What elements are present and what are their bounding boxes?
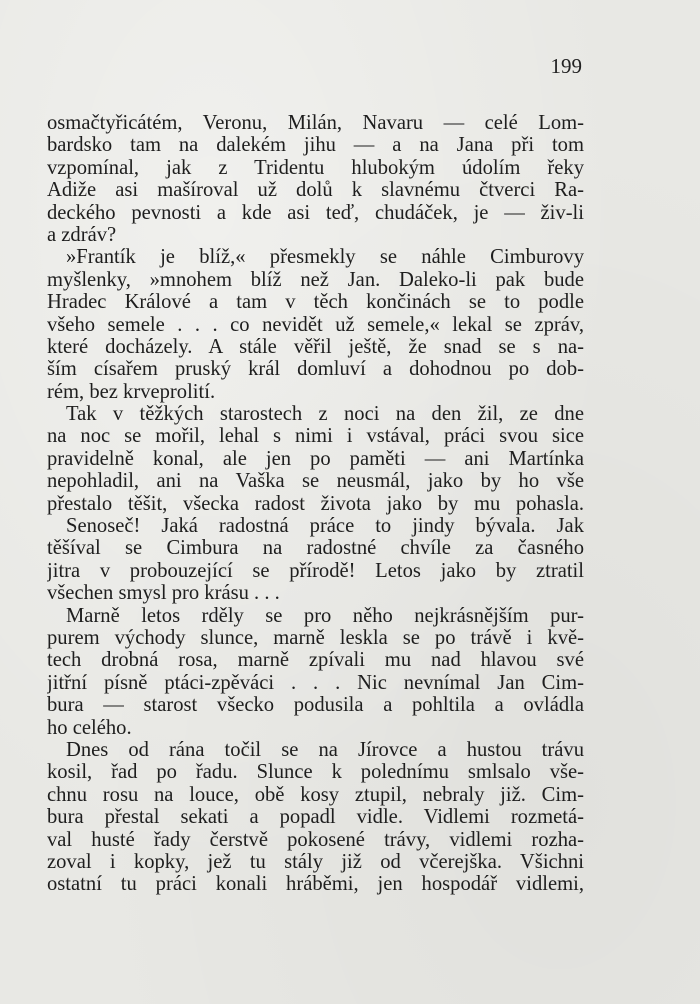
text-line: jitřní písně ptáci-zpěváci . . . Nic nevnímal Jan Cim-	[47, 671, 584, 694]
text-line: ostatní tu práci konali hráběmi, jen hospodář vidlemi,	[47, 873, 584, 896]
text-line: purem východy slunce, marně leskla se po trávě i kvě-	[47, 626, 584, 649]
text-line: vzpomínal, jak z Tridentu hlubokým údolím řeky	[47, 156, 584, 179]
text-line: pravidelně konal, ale jen po paměti — ani Martínka	[47, 447, 584, 470]
text-line: a zdráv?	[47, 223, 117, 246]
text-line: nepohladil, ani na Vaška se neusmál, jako by ho vše	[47, 470, 584, 493]
text-line: těšíval se Cimbura na radostné chvíle za časného	[47, 537, 584, 560]
text-line: všechen smysl pro krásu . . .	[47, 582, 280, 605]
text-line: bardsko tam na dalekém jihu — a na Jana při tom	[47, 134, 584, 157]
text-line: bura — starost všecko podusila a pohltila a ovládla	[47, 694, 584, 717]
text-line: val husté řady čerstvě pokosené trávy, vidlemi rozha-	[47, 828, 584, 851]
text-line: osmačtyřicátém, Veronu, Milán, Navaru — celé Lom-	[47, 112, 584, 134]
text-line: bura přestal sekati a popadl vidle. Vidlemi rozmetá-	[47, 806, 584, 829]
text-line: které docházely. A stále věřil ještě, že snad se s na-	[47, 335, 584, 358]
text-line: Hradec Králové a tam v těch končinách se to podle	[47, 291, 584, 314]
text-line: »Frantík je blíž,« přesmekly se náhle Cimburovy	[66, 246, 584, 269]
text-line: myšlenky, »mnohem blíž než Jan. Daleko-li pak bude	[47, 268, 584, 291]
page-number: 199	[550, 54, 582, 78]
text-line: jitra v probouzející se přírodě! Letos jako by ztratil	[47, 559, 584, 582]
text-line: kosil, řad po řadu. Slunce k polednímu smlsalo vše-	[47, 761, 584, 784]
text-line: deckého pevnosti a kde asi teď, chudáček, je — živ-li	[47, 201, 584, 224]
text-line: rém, bez krveprolití.	[47, 380, 216, 403]
text-line: chnu rosu na louce, obě kosy ztupil, nebraly již. Cim-	[47, 783, 584, 806]
text-line: Senoseč! Jaká radostná práce to jindy bývala. Jak	[66, 515, 584, 538]
text-line: přestalo těšit, všecka radost života jako by mu pohasla.	[47, 492, 584, 515]
text-line: Adiže asi mašíroval už dolů k slavnému čtverci Ra-	[47, 179, 584, 202]
text-line: Dnes od rána točil se na Jírovce a hustou trávu	[66, 738, 584, 761]
text-line: ším císařem pruský král domluví a dohodnou po dob-	[47, 358, 584, 381]
text-line: Marně letos rděly se pro něho nejkrásnějším pur-	[66, 604, 584, 627]
text-line: všeho semele . . . co nevidět už semele,« lekal se zpráv,	[47, 313, 584, 336]
body-text	[47, 112, 584, 896]
text-line: ho celého.	[47, 716, 132, 739]
text-line: na noc se mořil, lehal s nimi i vstával, práci svou sice	[47, 425, 584, 448]
text-line: zoval i kopky, jež tu stály již od včerejška. Všichni	[47, 850, 584, 873]
text-line: Tak v těžkých starostech z noci na den žil, ze dne	[66, 403, 584, 426]
text-line: tech drobná rosa, marně zpívali mu nad hlavou své	[47, 649, 584, 672]
